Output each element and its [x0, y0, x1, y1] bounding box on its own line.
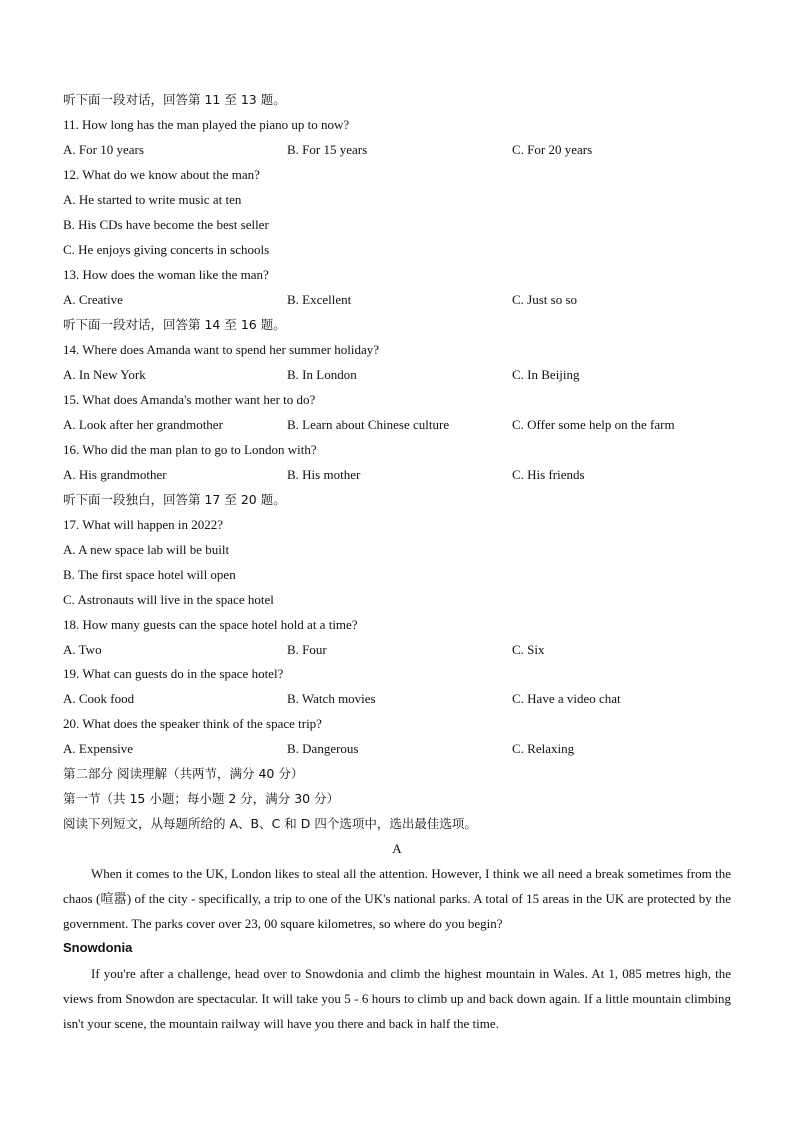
option-b[interactable]: B. For 15 years [287, 142, 368, 157]
option-b[interactable]: B. Dangerous [287, 741, 359, 756]
question-12-stem: 12. What do we know about the man? [63, 167, 260, 182]
option-b[interactable]: B. Excellent [287, 292, 352, 307]
question-17-option-c[interactable]: C. Astronauts will live in the space hotel [63, 592, 274, 607]
reading-instruction: 阅读下列短文，从每题所给的 A、B、C 和 D 四个选项中，选出最佳选项。 [63, 816, 477, 831]
question-12-option-c[interactable]: C. He enjoys giving concerts in schools [63, 242, 270, 257]
instruction-11-13: 听下面一段对话，回答第 11 至 13 题。 [63, 92, 286, 107]
option-c[interactable]: C. Six [512, 642, 545, 657]
question-15-stem: 15. What does Amanda's mother want her to do? [63, 392, 316, 407]
question-13-options [0, 290, 794, 310]
option-c[interactable]: C. Have a video chat [512, 691, 621, 706]
section-one-title: 第一节（共 15 小题；每小题 2 分，满分 30 分） [63, 791, 340, 806]
question-17-stem: 17. What will happen in 2022? [63, 517, 224, 532]
question-12-option-b[interactable]: B. His CDs have become the best seller [63, 217, 269, 232]
passage-paragraph-1: When it comes to the UK, London likes to steal all the attention. However, I think we all need a break sometimes from the chaos (喧嚣) of the city - specifically, a trip to one of the UK's national parks. A total of 15 areas in the UK are protected by the government. The parks cover over 23, 00 square kilometres, so where do you begin? [63, 866, 731, 931]
passage-letter: A [392, 841, 402, 856]
option-a[interactable]: A. Cook food [63, 691, 135, 706]
instruction-17-20: 听下面一段独白，回答第 17 至 20 题。 [63, 492, 286, 507]
option-c[interactable]: C. Offer some help on the farm [512, 417, 675, 432]
question-17-option-b[interactable]: B. The first space hotel will open [63, 567, 236, 582]
question-18-options [0, 640, 794, 660]
question-13-stem: 13. How does the woman like the man? [63, 267, 269, 282]
option-c[interactable]: C. His friends [512, 467, 585, 482]
option-b[interactable]: B. Four [287, 642, 327, 657]
question-14-options [0, 365, 794, 385]
option-a[interactable]: A. For 10 years [63, 142, 144, 157]
question-20-stem: 20. What does the speaker think of the space trip? [63, 716, 322, 731]
heading-snowdonia: Snowdonia [63, 940, 133, 955]
option-c[interactable]: C. For 20 years [512, 142, 593, 157]
option-a[interactable]: A. Look after her grandmother [63, 417, 223, 432]
question-20-options [0, 739, 794, 759]
option-b[interactable]: B. Watch movies [287, 691, 376, 706]
option-c[interactable]: C. Relaxing [512, 741, 575, 756]
question-15-options [0, 415, 794, 435]
question-11-options [0, 140, 794, 160]
option-c[interactable]: C. Just so so [512, 292, 578, 307]
question-19-options [0, 689, 794, 709]
option-a[interactable]: A. Two [63, 642, 102, 657]
option-a[interactable]: A. Expensive [63, 741, 134, 756]
question-17-option-a[interactable]: A. A new space lab will be built [63, 542, 230, 557]
option-a[interactable]: A. Creative [63, 292, 123, 307]
question-11-stem: 11. How long has the man played the piano up to now? [63, 117, 350, 132]
question-18-stem: 18. How many guests can the space hotel hold at a time? [63, 617, 358, 632]
question-14-stem: 14. Where does Amanda want to spend her summer holiday? [63, 342, 380, 357]
part-two-title: 第二部分 阅读理解（共两节，满分 40 分） [63, 766, 304, 781]
option-a[interactable]: A. His grandmother [63, 467, 167, 482]
question-16-options [0, 465, 794, 485]
instruction-14-16: 听下面一段对话，回答第 14 至 16 题。 [63, 317, 286, 332]
option-a[interactable]: A. In New York [63, 367, 146, 382]
question-16-stem: 16. Who did the man plan to go to London with? [63, 442, 317, 457]
passage-paragraph-2: If you're after a challenge, head over to Snowdonia and climb the highest mountain in Wales. At 1, 085 metres high, the views from Snowdon are spectacular. It will take you 5 - 6 hours to climb up and back down again. If a little mountain climbing isn't your scene, the mountain railway will have you there and back in half the time. [63, 966, 731, 1031]
option-b[interactable]: B. His mother [287, 467, 361, 482]
question-12-option-a[interactable]: A. He started to write music at ten [63, 192, 242, 207]
option-b[interactable]: B. In London [287, 367, 357, 382]
question-19-stem: 19. What can guests do in the space hotel? [63, 666, 284, 681]
option-c[interactable]: C. In Beijing [512, 367, 580, 382]
option-b[interactable]: B. Learn about Chinese culture [287, 417, 450, 432]
